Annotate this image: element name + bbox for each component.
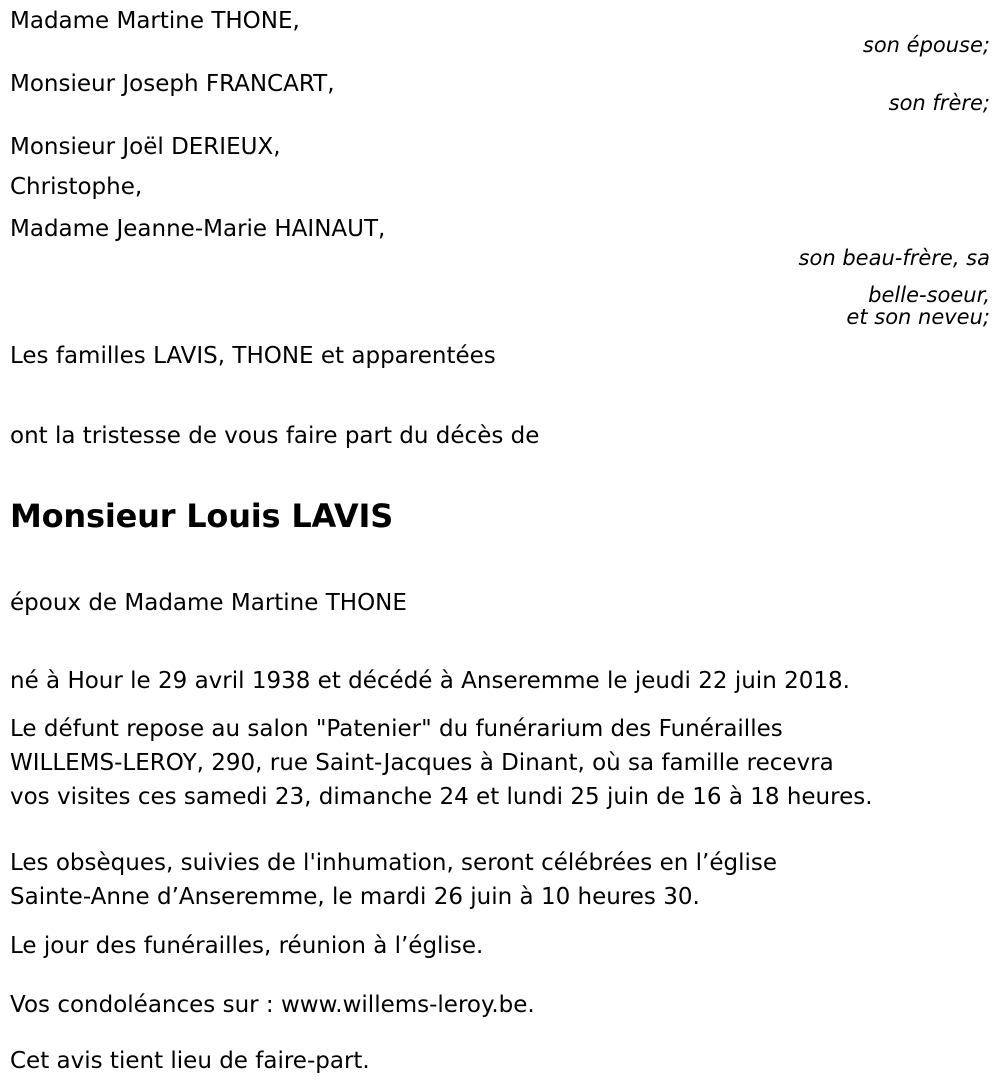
survivor-name: Monsieur Joël DERIEUX, bbox=[10, 134, 281, 160]
detail-line-ceremony: Sainte-Anne d’Anseremme, le mardi 26 juin à 10 heures 30. bbox=[10, 884, 700, 910]
detail-line-gathering: Le jour des funérailles, réunion à l’église. bbox=[10, 933, 484, 959]
spouse-line: époux de Madame Martine THONE bbox=[10, 590, 407, 616]
relationship-label: et son neveu; bbox=[846, 305, 990, 329]
detail-line-funeral-home: Le défunt repose au salon "Patenier" du funérarium des Funérailles bbox=[10, 716, 783, 742]
relationship-label: son frère; bbox=[888, 91, 990, 115]
survivor-name: Christophe, bbox=[10, 174, 143, 200]
detail-line-condolences[interactable]: Vos condoléances sur : www.willems-leroy.be. bbox=[10, 992, 535, 1018]
relationship-label: son beau-frère, sa bbox=[798, 246, 990, 270]
announcement-lead-in: ont la tristesse de vous faire part du décès de bbox=[10, 423, 540, 449]
detail-line-ceremony: Les obsèques, suivies de l'inhumation, seront célébrées en l’église bbox=[10, 850, 778, 876]
detail-line-funeral-home: vos visites ces samedi 23, dimanche 24 et lundi 25 juin de 16 à 18 heures. bbox=[10, 784, 873, 810]
detail-line-birth-death: né à Hour le 29 avril 1938 et décédé à Anseremme le jeudi 22 juin 2018. bbox=[10, 668, 850, 694]
families-line: Les familles LAVIS, THONE et apparentées bbox=[10, 343, 496, 369]
survivor-name: Madame Martine THONE, bbox=[10, 8, 300, 34]
detail-line-notice-disclaimer: Cet avis tient lieu de faire-part. bbox=[10, 1048, 370, 1074]
relationship-label: belle-soeur, bbox=[868, 283, 990, 307]
survivor-name: Monsieur Joseph FRANCART, bbox=[10, 71, 335, 97]
detail-line-funeral-home: WILLEMS-LEROY, 290, rue Saint-Jacques à Dinant, où sa famille recevra bbox=[10, 750, 834, 776]
survivor-name: Madame Jeanne-Marie HAINAUT, bbox=[10, 216, 386, 242]
relationship-label: son épouse; bbox=[862, 33, 990, 57]
deceased-name: Monsieur Louis LAVIS bbox=[10, 497, 394, 535]
